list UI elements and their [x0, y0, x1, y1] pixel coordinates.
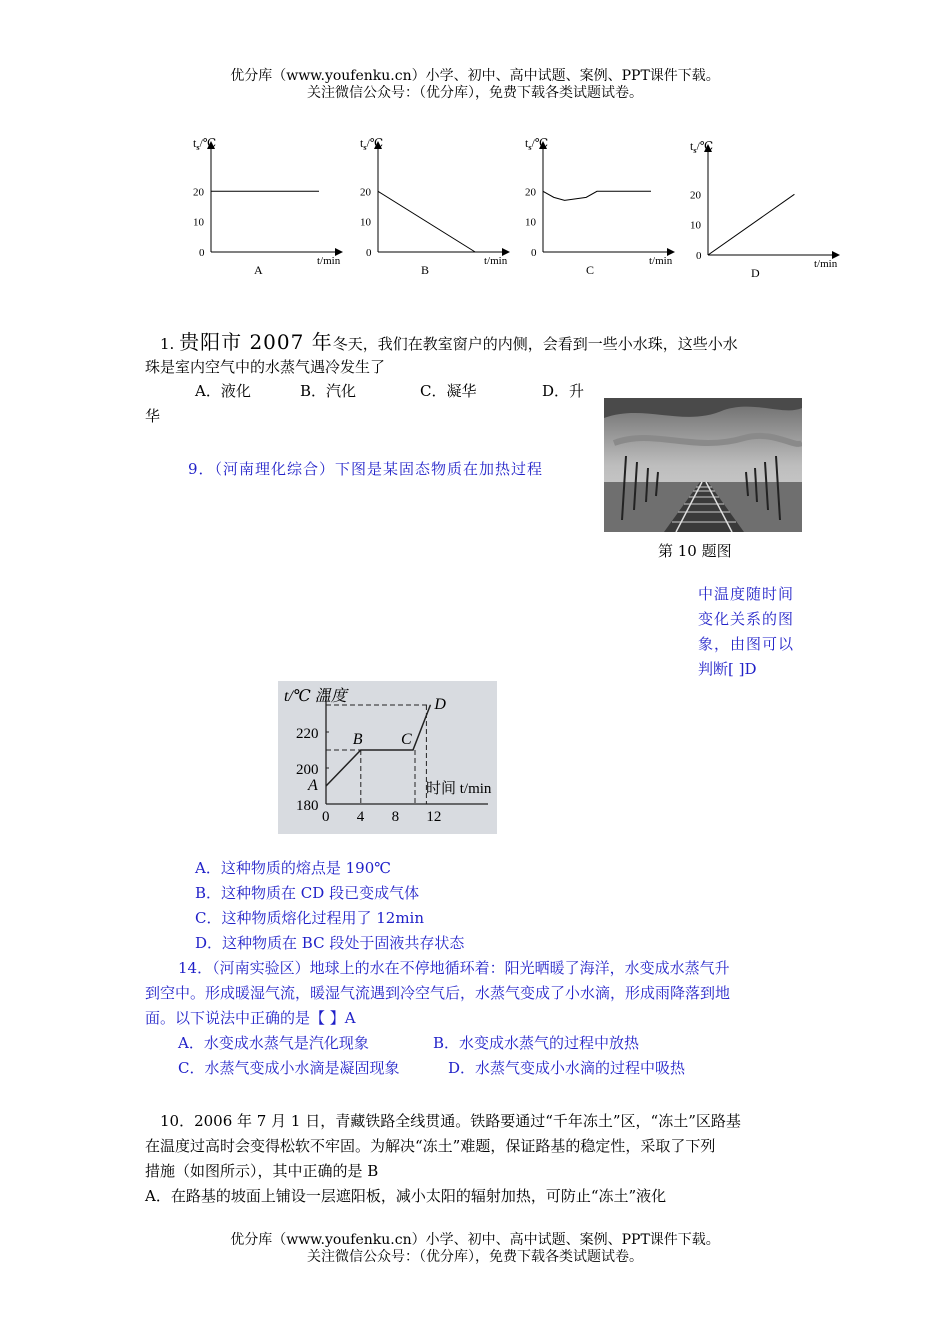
- melt-point-a: A: [308, 777, 318, 794]
- page-header: [0, 68, 950, 102]
- melt-ytick-200: 200: [296, 762, 319, 778]
- chart-b-x-label: t/min: [484, 255, 508, 267]
- chart-d: [690, 139, 838, 280]
- photo-caption: 第 10 题图: [658, 542, 732, 560]
- melt-xtick-12: 12: [426, 809, 442, 825]
- chart-c-x-label: t/min: [649, 255, 673, 267]
- q1-line-2: 珠是室内空气中的水蒸气遇冷发生了: [145, 358, 386, 376]
- page-footer: [0, 1232, 950, 1266]
- header-line-2: 关注微信公众号：（优分库），免费下载各类试题试卷。: [307, 85, 643, 101]
- melt-x-label: 时间 t/min: [426, 781, 492, 797]
- q10-line-1: 10．2006 年 7 月 1 日，青藏铁路全线贯通。铁路要通过“千年冻土”区，“冻土”区路基: [160, 1112, 741, 1130]
- q9-side-3: 象，由图可以: [698, 635, 795, 653]
- q9-side-1: 中温度随时间: [698, 585, 795, 603]
- q9-option-a: A．这种物质的熔点是 190℃: [195, 859, 392, 877]
- q1-line-1: [160, 330, 738, 357]
- melt-xtick-8: 8: [391, 809, 400, 825]
- chart-d-origin: 0: [696, 250, 702, 262]
- chart-c-tick-20: 20: [525, 186, 536, 199]
- chart-c-tick-10: 10: [525, 216, 536, 229]
- q14-line-1: 14．（河南实验区）地球上的水在不停地循环着：阳光晒暖了海洋，水变成水蒸气升: [178, 959, 730, 977]
- q1-option-b: B．汽化: [300, 382, 357, 400]
- q1-option-d: D．升: [542, 382, 585, 400]
- chart-a-label: A: [254, 263, 263, 277]
- q14-line-3: 面。以下说法中正确的是【 】A: [145, 1009, 356, 1027]
- melt-ytick-220: 220: [296, 726, 319, 742]
- q14-line-2: 到空中。形成暖湿气流，暖湿气流遇到冷空气后，水蒸气变成了小水滴，形成雨降落到地: [145, 984, 731, 1002]
- q9-side-4: 判断[ ]D: [698, 660, 757, 678]
- chart-c-label: C: [586, 263, 595, 277]
- chart-d-tick-10: 10: [690, 219, 701, 232]
- q14-option-b: B．水变成水蒸气的过程中放热: [433, 1034, 640, 1052]
- q10-line-3: 措施（如图所示），其中正确的是 B: [145, 1162, 379, 1180]
- header-line-1: 优分库（www.youfenku.cn）小学、初中、高中试题、案例、PPT课件下载。: [230, 68, 720, 84]
- footer-line-2: 关注微信公众号：（优分库），免费下载各类试题试卷。: [307, 1249, 643, 1265]
- chart-c: [525, 136, 673, 277]
- footer-line-1: 优分库（www.youfenku.cn）小学、初中、高中试题、案例、PPT课件下载。: [230, 1232, 720, 1248]
- q9-option-d: D．这种物质在 BC 段处于固液共存状态: [195, 934, 465, 952]
- chart-b-tick-20: 20: [360, 186, 371, 199]
- melting-graph: [278, 681, 497, 834]
- q1-city: 贵阳市 2007 年: [179, 330, 333, 354]
- chart-a-tick-10: 10: [193, 216, 204, 229]
- chart-d-series-line: [708, 194, 794, 255]
- q9-option-b: B．这种物质在 CD 段已变成气体: [195, 884, 420, 902]
- q10-line-2: 在温度过高时会变得松软不牢固。为解决“冻土”难题，保证路基的稳定性，采取了下列: [145, 1137, 716, 1155]
- chart-c-y-label: $t_s/℃$: [525, 136, 549, 152]
- chart-d-y-label: $t_s/℃$: [690, 139, 714, 155]
- q1-option-a: A．液化: [195, 382, 251, 400]
- chart-d-label: D: [751, 266, 760, 280]
- q14-option-d: D．水蒸气变成小水滴的过程中吸热: [448, 1059, 686, 1077]
- melt-point-b: B: [352, 731, 363, 748]
- chart-c-origin: 0: [531, 247, 537, 259]
- q9-option-c: C．这种物质熔化过程用了 12min: [195, 909, 425, 927]
- q14-option-c: C．水蒸气变成小水滴是凝固现象: [178, 1059, 400, 1077]
- chart-a-y-label: $t_s/℃$: [193, 136, 217, 152]
- chart-b-origin: 0: [366, 247, 372, 259]
- melt-ytick-180: 180: [296, 798, 319, 814]
- chart-d-tick-20: 20: [690, 189, 701, 202]
- chart-b-label: B: [421, 263, 430, 277]
- chart-b: [360, 136, 508, 277]
- chart-c-series-line: [543, 191, 651, 200]
- q10-option-a: A．在路基的坡面上铺设一层遮阳板，减小太阳的辐射加热，可防止“冻土”液化: [145, 1187, 667, 1205]
- melt-point-c: C: [401, 731, 412, 748]
- chart-a: [193, 136, 341, 277]
- q14-option-a: A．水变成水蒸气是汽化现象: [178, 1034, 369, 1052]
- chart-d-x-label: t/min: [814, 258, 838, 270]
- q1-text: 冬天，我们在教室窗户的内侧，会看到一些小水珠，这些小水: [332, 335, 738, 353]
- chart-a-tick-20: 20: [193, 186, 204, 199]
- melt-y-label: t/℃ 温度: [284, 688, 347, 705]
- chart-b-tick-10: 10: [360, 216, 371, 229]
- chart-a-origin: 0: [199, 247, 205, 259]
- melt-xtick-4: 4: [356, 809, 365, 825]
- small-charts: [0, 125, 950, 290]
- melt-point-d: D: [434, 696, 446, 713]
- railway-photo: [604, 398, 802, 532]
- chart-b-y-label: $t_s/℃$: [360, 136, 384, 152]
- q1-option-c: C．凝华: [420, 382, 477, 400]
- chart-a-x-label: t/min: [317, 255, 341, 267]
- q9-side-2: 变化关系的图: [698, 610, 795, 628]
- melt-xtick-0: 0: [322, 809, 330, 825]
- q1-wrap: 华: [145, 407, 161, 425]
- q1-number: 1.: [160, 335, 180, 353]
- q9-line-1: 9．（河南理化综合）下图是某固态物质在加热过程: [188, 460, 544, 478]
- chart-b-series-line: [378, 191, 475, 252]
